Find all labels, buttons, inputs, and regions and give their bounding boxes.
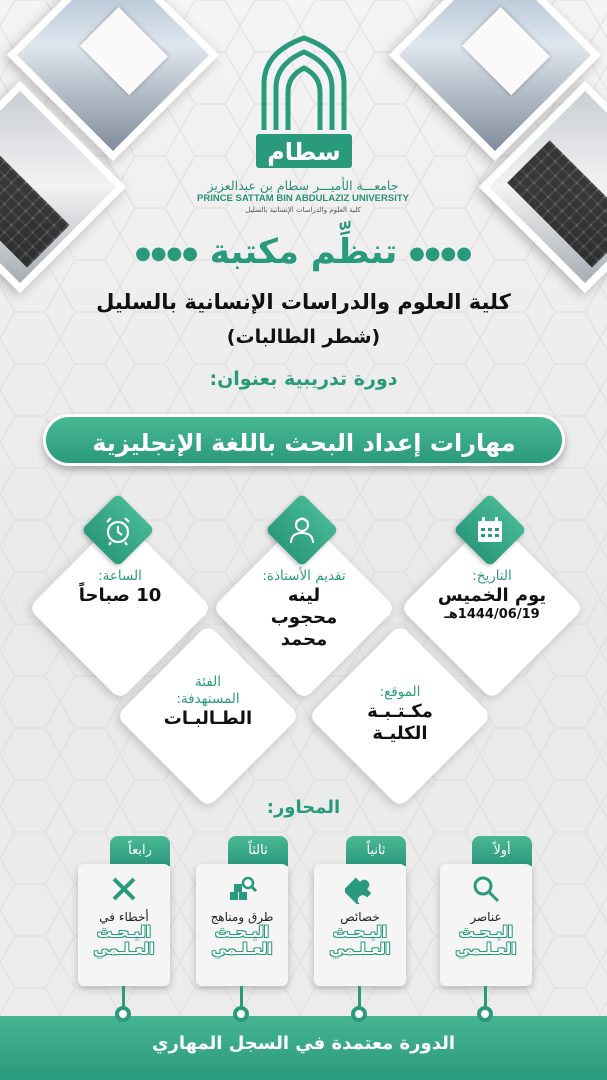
axes-heading: المحاور: bbox=[266, 797, 341, 818]
axis-subtext: البـحـث العـلـمي bbox=[211, 923, 273, 958]
date-hijri: 1444/06/19هـ bbox=[444, 607, 540, 622]
x-icon bbox=[109, 874, 139, 904]
location-card bbox=[308, 624, 492, 808]
magnifier-icon bbox=[471, 874, 501, 904]
axis-text: طرق ومناهج bbox=[210, 910, 274, 924]
dots-decoration: ●●●● bbox=[409, 243, 472, 264]
time-value: 10 صباحاً bbox=[78, 585, 162, 606]
axis-tab: رابعاً bbox=[110, 836, 170, 866]
axis-subtext: البـحـث العـلـمي bbox=[93, 923, 155, 958]
audience-label: الفئة المستهدفة: bbox=[176, 674, 240, 707]
timeline-node bbox=[477, 1006, 493, 1022]
dots-decoration: ●●●● bbox=[135, 243, 198, 264]
axis-1 bbox=[440, 836, 532, 986]
timeline-stem bbox=[484, 986, 487, 1008]
section-line: (شطر الطالبات) bbox=[226, 326, 381, 348]
location-label: الموقع: bbox=[379, 684, 421, 700]
date-label: التاريخ: bbox=[472, 568, 512, 584]
axis-tab: أولاً bbox=[472, 836, 532, 866]
university-name-en: PRINCE SATTAM BIN ABDULAZIZ UNIVERSITY bbox=[197, 193, 409, 204]
axis-tab: ثانياً bbox=[346, 836, 406, 866]
axis-3 bbox=[196, 836, 288, 986]
headline-text: تنظِّم مكتبة bbox=[209, 232, 398, 272]
footer-banner: الدورة معتمدة في السجل المهاري bbox=[0, 1016, 607, 1080]
university-name-ar: جامعـــة الأميـــر سطام بن عبدالعزيز bbox=[207, 178, 399, 193]
axis-text: عناصر bbox=[470, 910, 502, 924]
college-line: كلية العلوم والدراسات الإنسانية بالسليل bbox=[96, 290, 511, 314]
date-value: يوم الخميس bbox=[437, 585, 547, 606]
axis-2 bbox=[314, 836, 406, 986]
audience-card bbox=[116, 624, 300, 808]
logo-mark-text: سطام bbox=[267, 138, 341, 166]
timeline-node bbox=[115, 1006, 131, 1022]
headline bbox=[0, 232, 607, 272]
timeline-node bbox=[233, 1006, 249, 1022]
logo-college-name: كلية العلوم والدراسات الإنسانية بالسليل bbox=[245, 206, 361, 214]
location-value: مكـتـبـة الكليـة bbox=[367, 701, 433, 744]
course-title: مهارات إعداد البحث باللغة الإنجليزية bbox=[43, 414, 565, 466]
axis-text: أخطاء في bbox=[99, 910, 149, 924]
audience-value: الطـالبـات bbox=[163, 708, 253, 729]
timeline-stem bbox=[358, 986, 361, 1008]
university-logo bbox=[230, 34, 378, 174]
presenter-label: تقديم الأستاذة: bbox=[262, 568, 346, 584]
presenter-value: لينه محجوب محمد bbox=[270, 585, 338, 650]
axis-text: خصائص bbox=[340, 910, 380, 924]
timeline-node bbox=[351, 1006, 367, 1022]
timeline-stem bbox=[122, 986, 125, 1008]
time-label: الساعة: bbox=[98, 568, 142, 584]
timeline-stem bbox=[240, 986, 243, 1008]
blocks-search-icon bbox=[227, 874, 257, 904]
axis-4 bbox=[78, 836, 170, 986]
axis-subtext: البـحـث العـلـمي bbox=[329, 923, 391, 958]
axis-tab: ثالثاً bbox=[228, 836, 288, 866]
axis-subtext: البـحـث العـلـمي bbox=[455, 923, 517, 958]
course-intro: دورة تدريبية بعنوان: bbox=[209, 368, 398, 390]
puzzle-icon bbox=[345, 874, 375, 904]
